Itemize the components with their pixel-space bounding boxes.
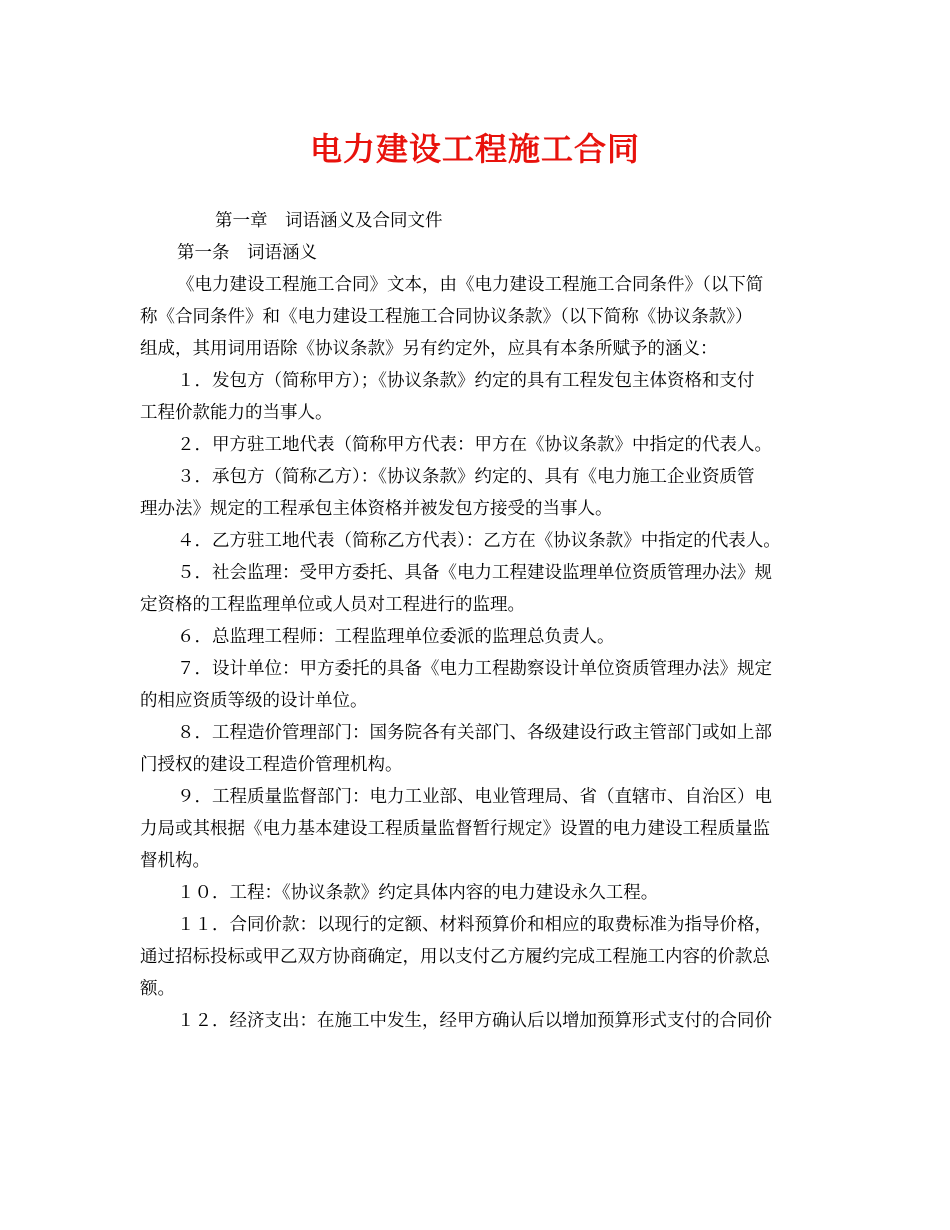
body-line: 门授权的建设工程造价管理机构。 bbox=[140, 755, 403, 775]
body-line: ３．承包方（简称乙方）：《协议条款》约定的、具有《电力施工企业资质管 bbox=[177, 467, 755, 487]
body-line: 理办法》规定的工程承包主体资格并被发包方接受的当事人。 bbox=[140, 499, 613, 519]
body-line: ２．甲方驻工地代表（简称甲方代表：甲方在《协议条款》中指定的代表人。 bbox=[177, 435, 772, 455]
body-line: ６．总监理工程师：工程监理单位委派的监理总负责人。 bbox=[177, 627, 615, 647]
body-line: １１．合同价款：以现行的定额、材料预算价和相应的取费标准为指导价格， bbox=[177, 915, 772, 935]
body-line: 第一条 词语涵义 bbox=[177, 243, 317, 263]
body-line: １．发包方（简称甲方）；《协议条款》约定的具有工程发包主体资格和支付 bbox=[177, 371, 755, 391]
body-line: 组成，其用词用语除《协议条款》另有约定外，应具有本条所赋予的涵义： bbox=[140, 339, 718, 359]
body-line: 第一章 词语涵义及合同文件 bbox=[215, 211, 443, 231]
document-title: 电力建设工程施工合同 bbox=[309, 130, 640, 168]
body-line: 督机构。 bbox=[140, 851, 210, 871]
body-line: １０．工程：《协议条款》约定具体内容的电力建设永久工程。 bbox=[177, 883, 659, 903]
body-line: 的相应资质等级的设计单位。 bbox=[140, 691, 368, 711]
body-line: ７．设计单位：甲方委托的具备《电力工程勘察设计单位资质管理办法》规定 bbox=[177, 659, 772, 679]
document-body bbox=[140, 205, 812, 1037]
body-line: 《电力建设工程施工合同》文本，由《电力建设工程施工合同条件》（以下简 bbox=[177, 275, 764, 295]
body-line: ４．乙方驻工地代表（简称乙方代表）：乙方在《协议条款》中指定的代表人。 bbox=[177, 531, 781, 551]
body-line: 额。 bbox=[140, 979, 175, 999]
body-line: １２．经济支出：在施工中发生，经甲方确认后以增加预算形式支付的合同价 bbox=[177, 1011, 772, 1031]
body-line: ９．工程质量监督部门：电力工业部、电业管理局、省（直辖市、自治区）电 bbox=[177, 787, 772, 807]
body-line: 称《合同条件》和《电力建设工程施工合同协议条款》（以下简称《协议条款》） bbox=[140, 307, 753, 327]
body-line: ５．社会监理：受甲方委托、具备《电力工程建设监理单位资质管理办法》规 bbox=[177, 563, 772, 583]
body-line: 通过招标投标或甲乙双方协商确定，用以支付乙方履约完成工程施工内容的价款总 bbox=[140, 947, 770, 967]
body-line: 定资格的工程监理单位或人员对工程进行的监理。 bbox=[140, 595, 525, 615]
body-line: ８．工程造价管理部门：国务院各有关部门、各级建设行政主管部门或如上部 bbox=[177, 723, 772, 743]
body-line: 工程价款能力的当事人。 bbox=[140, 403, 333, 423]
body-line: 力局或其根据《电力基本建设工程质量监督暂行规定》设置的电力建设工程质量监 bbox=[140, 819, 770, 839]
